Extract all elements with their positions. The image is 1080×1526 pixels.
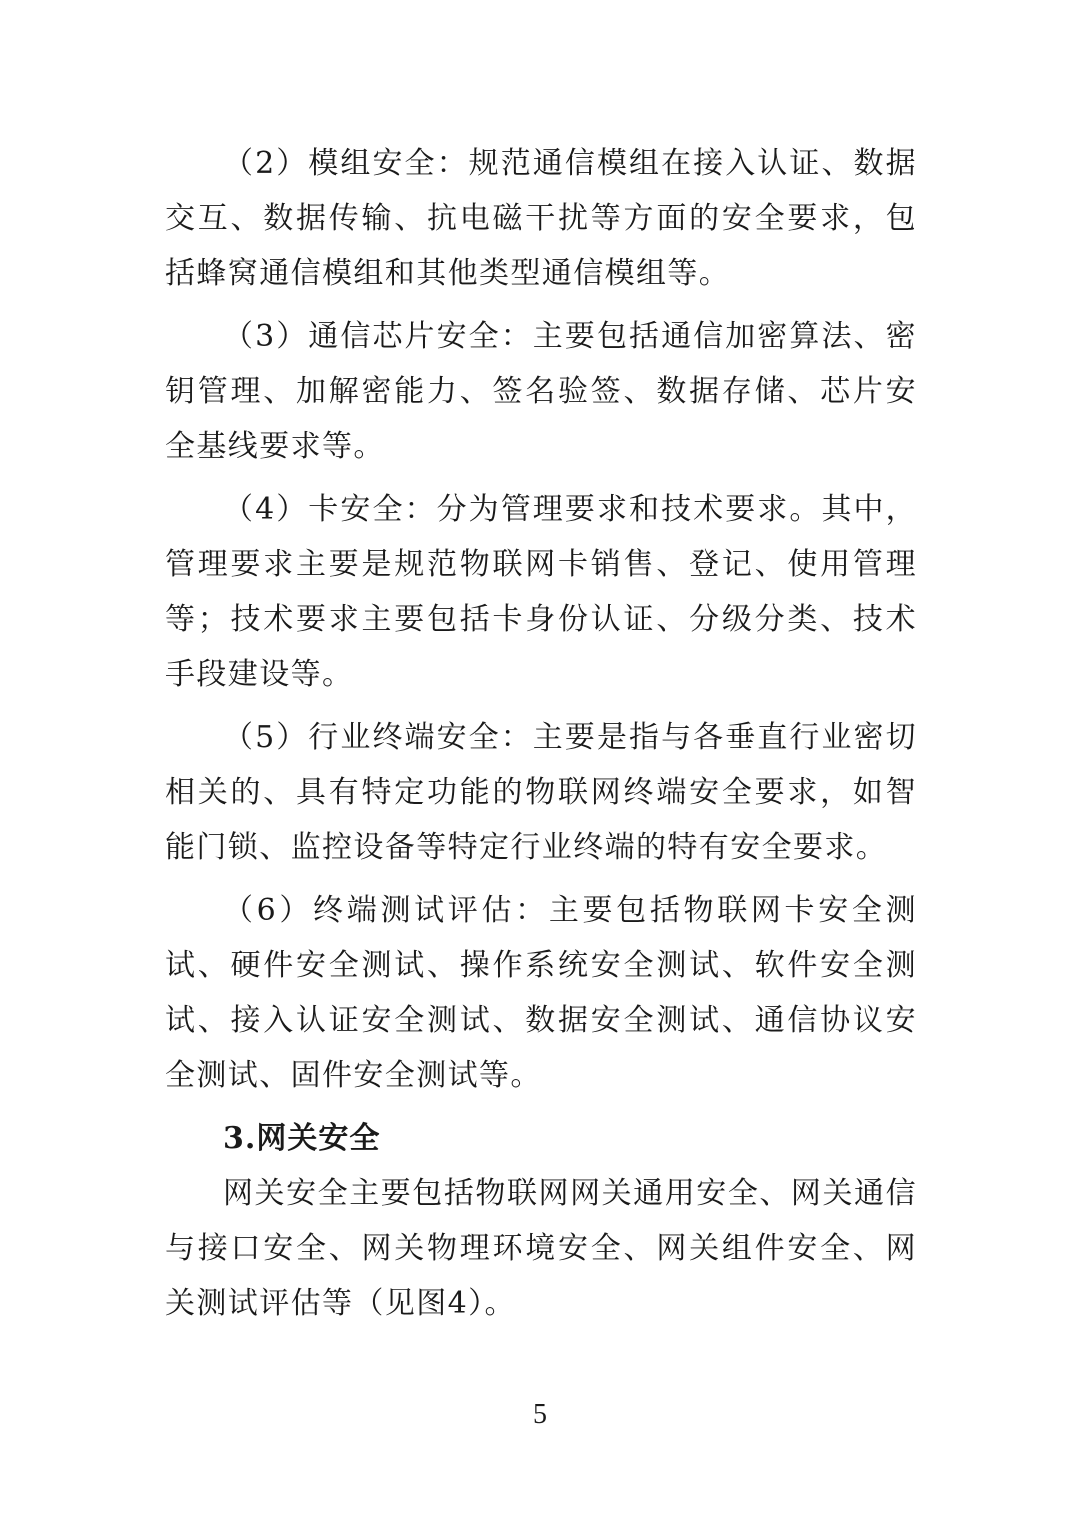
paragraph-chip-security: （3）通信芯片安全：主要包括通信加密算法、密钥管理、加解密能力、签名验签、数据存储、芯片安全基线要求等。 [165,319,917,464]
section-heading-gateway-security: 3.网关安全 [223,1121,381,1156]
paragraph-module-security: （2）模组安全：规范通信模组在接入认证、数据交互、数据传输、抗电磁干扰等方面的安全要求，包括蜂窝通信模组和其他类型通信模组等。 [165,146,917,291]
document-body [165,136,917,1331]
paragraph-terminal-testing: （6）终端测试评估：主要包括物联网卡安全测试、硬件安全测试、操作系统安全测试、软件安全测试、接入认证安全测试、数据安全测试、通信协议安全测试、固件安全测试等。 [165,893,917,1093]
paragraph-industry-terminal-security: （5）行业终端安全：主要是指与各垂直行业密切相关的、具有特定功能的物联网终端安全要求，如智能门锁、监控设备等特定行业终端的特有安全要求。 [165,720,917,865]
paragraph-gateway-security: 网关安全主要包括物联网网关通用安全、网关通信与接口安全、网关物理环境安全、网关组件安全、网关测试评估等（见图4）。 [165,1176,917,1321]
paragraph-card-security: （4）卡安全：分为管理要求和技术要求。其中，管理要求主要是规范物联网卡销售、登记、使用管理等；技术要求主要包括卡身份认证、分级分类、技术手段建设等。 [165,492,917,692]
page-number: 5 [533,1399,547,1430]
